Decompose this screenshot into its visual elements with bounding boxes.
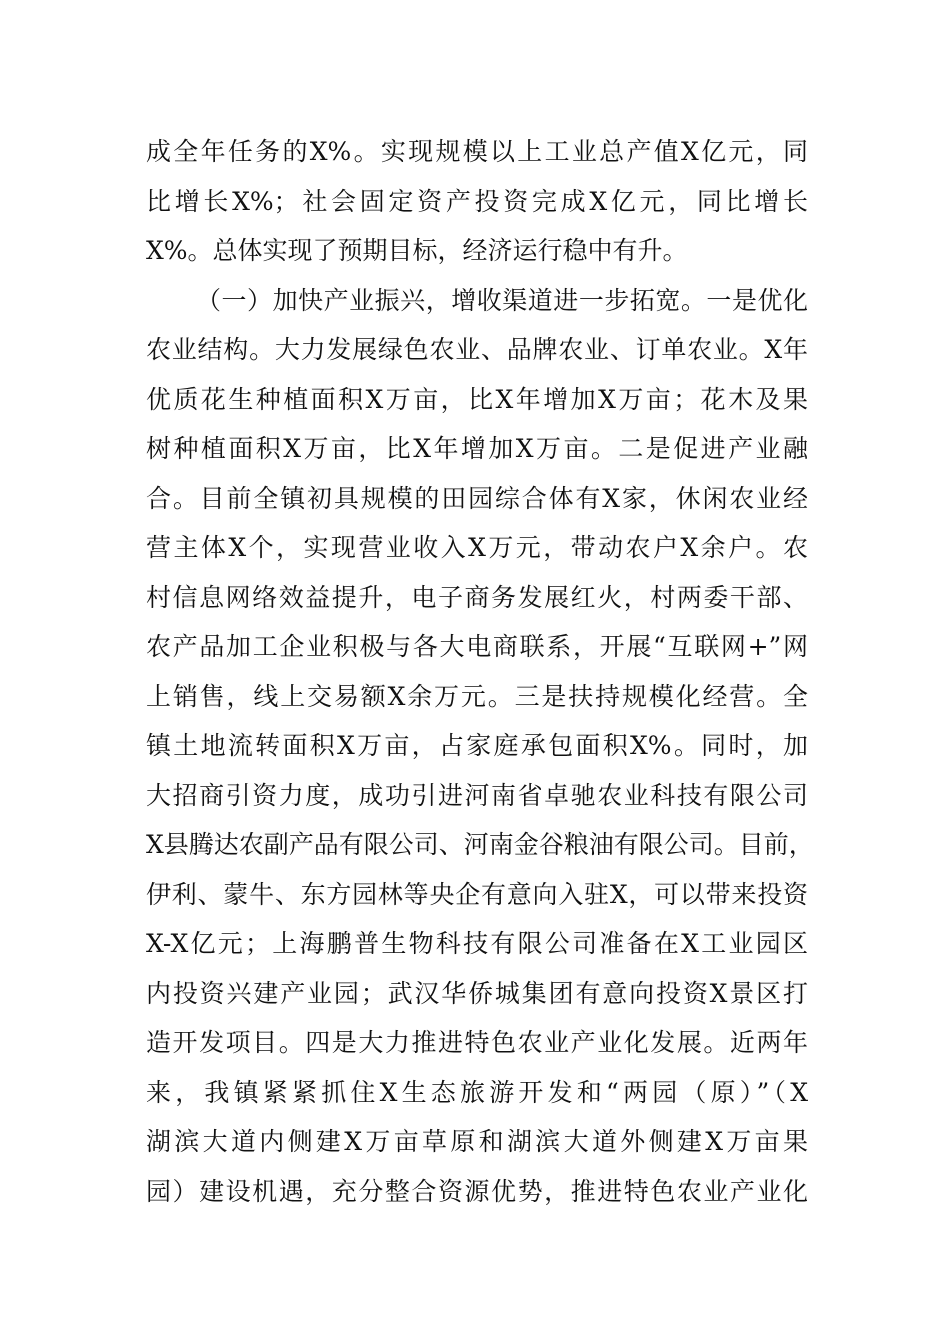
text-line: 镇土地流转面积X万亩，占家庭承包面积X%。同时，加 xyxy=(146,731,808,760)
text-line: 园）建设机遇，充分整合资源优势，推进特色农业产业化 xyxy=(146,1176,808,1206)
text-line: 营主体X个，实现营业收入X万元，带动农户X余户。农 xyxy=(146,533,808,562)
text-line: 上销售，线上交易额X余万元。三是扶持规模化经营。全 xyxy=(146,681,808,711)
text-line: 来，我镇紧紧抓住X生态旅游开发和“两园（原）”（X xyxy=(146,1077,808,1107)
body-text xyxy=(146,127,814,1216)
text-line: 比增长X%；社会固定资产投资完成X亿元，同比增长 xyxy=(146,186,808,216)
text-line: 造开发项目。四是大力推进特色农业产业化发展。近两年 xyxy=(146,1028,808,1057)
text-line: 内投资兴建产业园；武汉华侨城集团有意向投资X景区打 xyxy=(146,978,808,1008)
text-line: 树种植面积X万亩，比X年增加X万亩。二是促进产业融 xyxy=(146,434,808,463)
text-line: X-X亿元；上海鹏普生物科技有限公司准备在X工业园区 xyxy=(146,929,808,958)
text-line: 合。目前全镇初具规模的田园综合体有X家，休闲农业经 xyxy=(146,483,808,513)
text-line: 伊利、蒙牛、东方园林等央企有意向入驻X，可以带来投资 xyxy=(146,879,808,909)
text-line: X%。总体实现了预期目标，经济运行稳中有升。 xyxy=(146,236,688,265)
text-line: 成全年任务的X%。实现规模以上工业总产值X亿元，同 xyxy=(146,137,808,166)
text-line: 优质花生种植面积X万亩，比X年增加X万亩；花木及果 xyxy=(146,384,808,414)
text-line: 湖滨大道内侧建X万亩草原和湖滨大道外侧建X万亩果 xyxy=(146,1127,808,1156)
text-line: X县腾达农副产品有限公司、河南金谷粮油有限公司。目前， xyxy=(146,830,814,859)
section-heading-line: （一）加快产业振兴，增收渠道进一步拓宽。一是优化 xyxy=(196,285,808,315)
text-line: 农业结构。大力发展绿色农业、品牌农业、订单农业。X年 xyxy=(146,335,808,364)
text-line: 农产品加工企业积极与各大电商联系，开展“互联网+”网 xyxy=(146,632,808,661)
text-line: 大招商引资力度，成功引进河南省卓驰农业科技有限公司 xyxy=(146,780,808,810)
text-line: 村信息网络效益提升，电子商务发展红火，村两委干部、 xyxy=(146,582,808,612)
